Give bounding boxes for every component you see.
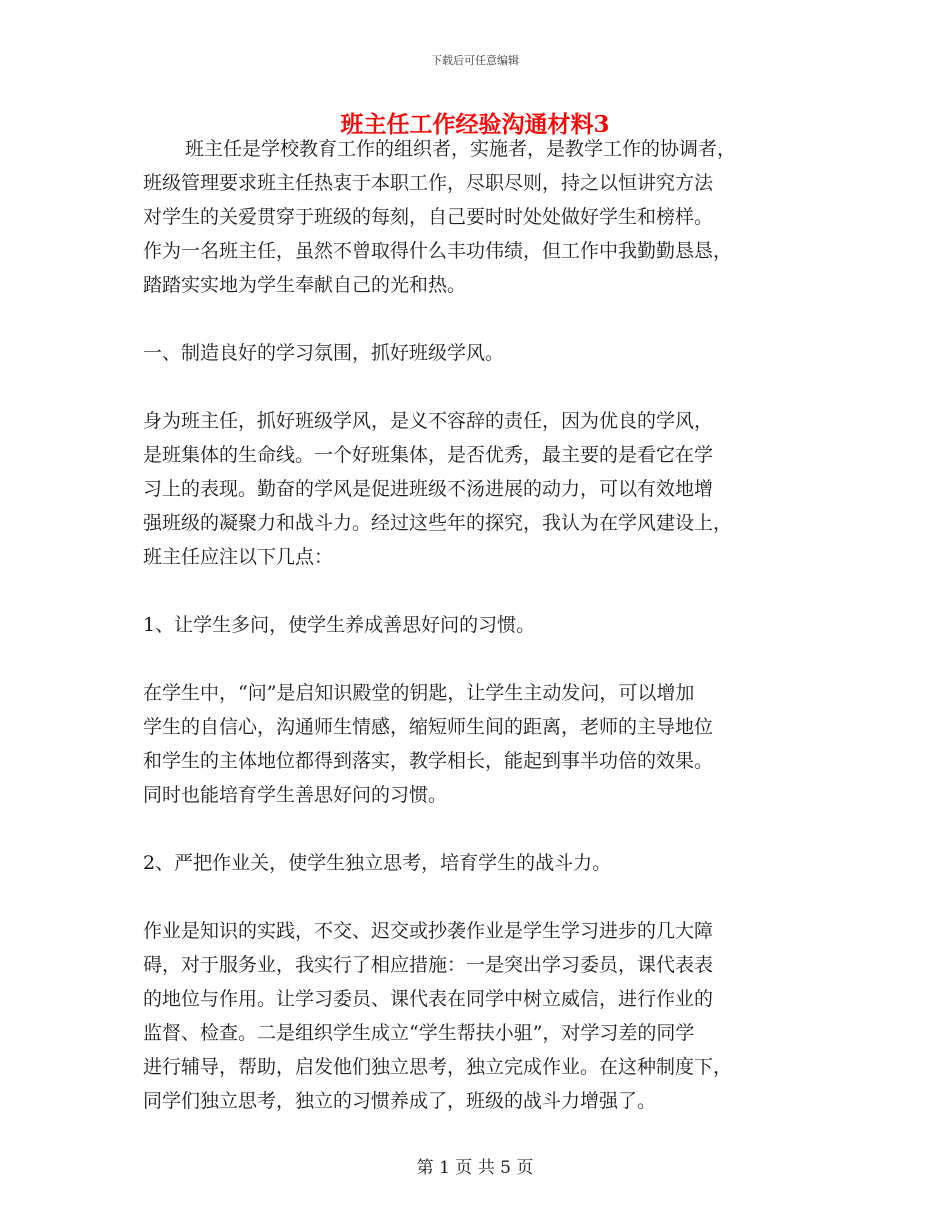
- page-number-footer: 第 1 页 共 5 页: [416, 1158, 534, 1178]
- intro-line: 踏踏实实地为学生奉献自己的光和热。: [143, 274, 467, 296]
- point-heading: 2、严把作业关，使学生独立思考，培育学生的战斗力。: [143, 852, 612, 874]
- intro-line: 班主任是学校教育工作的组织者，实施者，是教学工作的协调者，: [185, 138, 737, 160]
- paragraph-gap: [143, 880, 807, 914]
- header-note: 下载后可任意编辑: [431, 54, 519, 67]
- document-body: [143, 132, 807, 1118]
- point-line: 进行辅导，帮助，启发他们独立思考，独立完成作业。在这种制度下，: [143, 1056, 733, 1078]
- paragraph-gap: [143, 370, 807, 404]
- section-line: 习上的表现。勤奋的学风是促进班级不汤进展的动力，可以有效地增: [143, 478, 714, 500]
- intro-line: 班级管理要求班主任热衷于本职工作，尽职尽则，持之以恒讲究方法: [143, 172, 714, 194]
- intro-line: 对学生的关爱贯穿于班级的每刻，自己要时时处处做好学生和榜样。: [143, 206, 714, 228]
- paragraph-gap: [143, 812, 807, 846]
- section-line: 强班级的凝聚力和战斗力。经过这些年的探究，我认为在学风建设上，: [143, 512, 733, 534]
- section-heading: 一、制造良好的学习氛围，抓好班级学风。: [143, 342, 505, 364]
- point-line: 作业是知识的实践，不交、迟交或抄袭作业是学生学习进步的几大障: [143, 920, 714, 942]
- point-line: 和学生的主体地位都得到落实，教学相长，能起到事半功倍的效果。: [143, 750, 714, 772]
- section-line: 身为班主任，抓好班级学风，是义不容辞的责任，因为优良的学风，: [143, 410, 714, 432]
- point-heading: 1、让学生多问，使学生养成善思好问的习惯。: [143, 614, 536, 636]
- section-line: 是班集体的生命线。一个好班集体，是否优秀，最主要的是看它在学: [143, 444, 714, 466]
- intro-line: 作为一名班主任，虽然不曾取得什么丰功伟绩，但工作中我勤勤恳恳，: [143, 240, 733, 262]
- paragraph-gap: [143, 642, 807, 676]
- point-line: 同学们独立思考，独立的习惯养成了，班级的战斗力增强了。: [143, 1090, 657, 1112]
- point-line: 监督、检查。二是组织学生成立“学生帮扶小驵”，对学习差的同学: [143, 1022, 695, 1044]
- document-title: 班主任工作经验沟通材料3: [340, 111, 610, 138]
- point-line: 碍，对于服务业，我实行了相应措施：一是突出学习委员，课代表表: [143, 954, 714, 976]
- point-line: 的地位与作用。让学习委员、课代表在同学中树立威信，进行作业的: [143, 988, 714, 1010]
- point-line: 学生的自信心，沟通师生情感，缩短师生间的距离，老师的主导地位: [143, 716, 714, 738]
- point-line: 在学生中，“问”是启知识殿堂的钥匙，让学生主动发问，可以增加: [143, 682, 695, 704]
- paragraph-gap: [143, 302, 807, 336]
- paragraph-gap: [143, 574, 807, 608]
- section-line: 班主任应注以下几点：: [143, 546, 334, 568]
- point-line: 同时也能培育学生善思好问的习惯。: [143, 784, 448, 806]
